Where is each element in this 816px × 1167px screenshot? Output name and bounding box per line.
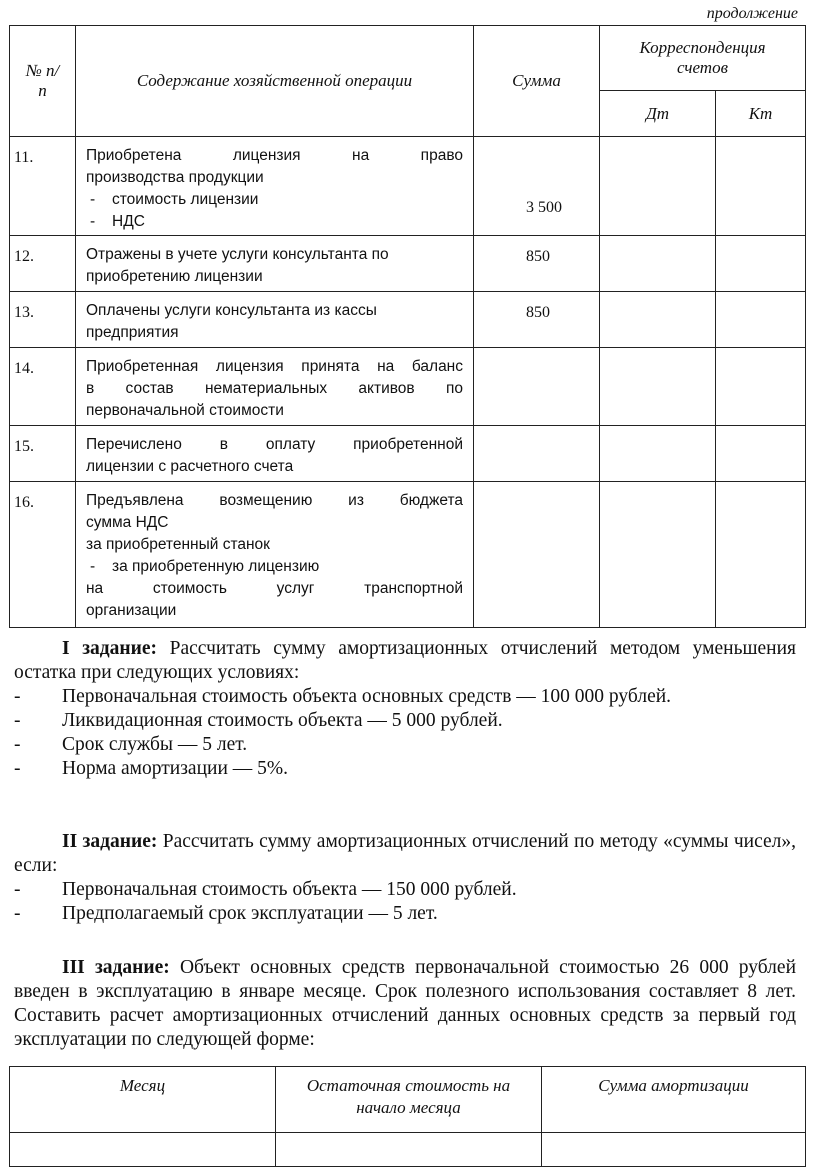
row-credit <box>716 137 806 236</box>
task2-section <box>14 830 796 926</box>
task2-text: Рассчитать сумму амортизационных отчислений по методу «суммы чисел», если: <box>14 831 797 876</box>
table-row <box>10 1133 806 1167</box>
row-credit <box>716 348 806 426</box>
header-num: № п/п <box>10 26 76 137</box>
desc-line: первоначальной стоимости <box>86 402 284 419</box>
row-desc <box>76 348 474 426</box>
task1-section <box>14 637 796 781</box>
row-num: 13. <box>10 292 76 348</box>
desc-line: лицензии с расчетного счета <box>86 458 294 475</box>
desc-line: в состав нематериальных активов по <box>86 380 463 397</box>
row-debit <box>600 236 716 292</box>
header-credit: Кт <box>716 91 806 137</box>
task3-text: Объект основных средств первоначальной стоимостью 26 000 рублей введен в эксплуатацию в январе месяце. Срок полезного использования составляет 8 лет. Составить расчет амортизационных отчислений данных основных средств за первый год эксплуатации по следующей форме: <box>14 957 797 1050</box>
desc-line: Предъявлена возмещению из бюджета <box>86 492 463 509</box>
table-row <box>10 236 806 292</box>
row-debit <box>600 348 716 426</box>
row-desc <box>76 482 474 628</box>
desc-line: за приобретенный станок <box>86 536 270 553</box>
row-credit <box>716 482 806 628</box>
continuation-label: продолжение <box>706 5 798 22</box>
header-correspondence: Корреспонденция счетов <box>600 26 806 91</box>
row-credit <box>716 292 806 348</box>
desc-line: приобретению лицензии <box>86 268 263 285</box>
row-desc <box>76 137 474 236</box>
row-sum: 850 <box>474 292 600 348</box>
row-debit <box>600 292 716 348</box>
desc-item: - за приобретенную лицензию <box>90 558 320 575</box>
row-sum: 850 <box>474 236 600 292</box>
row-sum <box>474 482 600 628</box>
list-item: - Ликвидационная стоимость объекта — 5 000 рублей. <box>14 710 503 731</box>
row-num: 11. <box>10 137 76 236</box>
cell-depreciation-sum[interactable] <box>542 1133 806 1167</box>
header-sum: Сумма <box>474 26 600 137</box>
desc-line: предприятия <box>86 324 179 341</box>
list-item: - Срок службы — 5 лет. <box>14 734 248 755</box>
desc-line: производства продукции <box>86 169 264 186</box>
task3-paragraph <box>14 956 796 1052</box>
task1-label: I задание: <box>62 638 158 659</box>
row-credit <box>716 426 806 482</box>
desc-line: Приобретена лицензия на право <box>86 147 463 164</box>
desc-line: Отражены в учете услуги консультанта по <box>86 246 389 263</box>
table-row <box>10 292 806 348</box>
list-item: - Норма амортизации — 5%. <box>14 758 289 779</box>
desc-item: - стоимость лицензии <box>90 191 259 208</box>
task2-label: II задание: <box>62 831 158 852</box>
task2-paragraph <box>14 830 796 878</box>
table-row <box>10 348 806 426</box>
desc-line: организации <box>86 602 177 619</box>
operations-table <box>9 25 806 628</box>
row-credit <box>716 236 806 292</box>
row-sum <box>474 426 600 482</box>
row-sum <box>474 348 600 426</box>
task1-paragraph <box>14 637 796 685</box>
header-debit: Дт <box>600 91 716 137</box>
depreciation-form-table <box>9 1066 806 1167</box>
cell-month[interactable] <box>10 1133 276 1167</box>
row-num: 16. <box>10 482 76 628</box>
header-month: Месяц <box>10 1067 276 1133</box>
desc-line: Оплачены услуги консультанта из кассы <box>86 302 377 319</box>
header-depreciation-sum: Сумма амортизации <box>542 1067 806 1133</box>
row-desc <box>76 236 474 292</box>
header-residual-value: Остаточная стоимость на начало месяца <box>276 1067 542 1133</box>
list-item: - Предполагаемый срок эксплуатации — 5 лет. <box>14 903 438 924</box>
task3-section <box>14 956 796 1052</box>
row-debit <box>600 137 716 236</box>
task3-label: III задание: <box>62 957 170 978</box>
row-sum: 3 500 <box>474 137 600 236</box>
row-num: 12. <box>10 236 76 292</box>
row-desc <box>76 292 474 348</box>
table-row <box>10 137 806 236</box>
desc-item: - НДС <box>90 213 145 230</box>
desc-line: на стоимость услуг транспортной <box>86 580 463 597</box>
task1-text: Рассчитать сумму амортизационных отчислений методом уменьшения остатка при следующих условиях: <box>14 638 796 683</box>
table-row <box>10 482 806 628</box>
row-debit <box>600 426 716 482</box>
row-num: 15. <box>10 426 76 482</box>
cell-residual-value[interactable] <box>276 1133 542 1167</box>
list-item: - Первоначальная стоимость объекта основных средств — 100 000 рублей. <box>14 686 672 707</box>
row-num: 14. <box>10 348 76 426</box>
table-row <box>10 426 806 482</box>
desc-line: Приобретенная лицензия принята на баланс <box>86 358 463 375</box>
desc-line: сумма НДС <box>86 514 169 531</box>
list-item: - Первоначальная стоимость объекта — 150 000 рублей. <box>14 879 517 900</box>
desc-line: Перечислено в оплату приобретенной <box>86 436 463 453</box>
header-desc: Содержание хозяйственной операции <box>76 26 474 137</box>
row-desc <box>76 426 474 482</box>
row-debit <box>600 482 716 628</box>
